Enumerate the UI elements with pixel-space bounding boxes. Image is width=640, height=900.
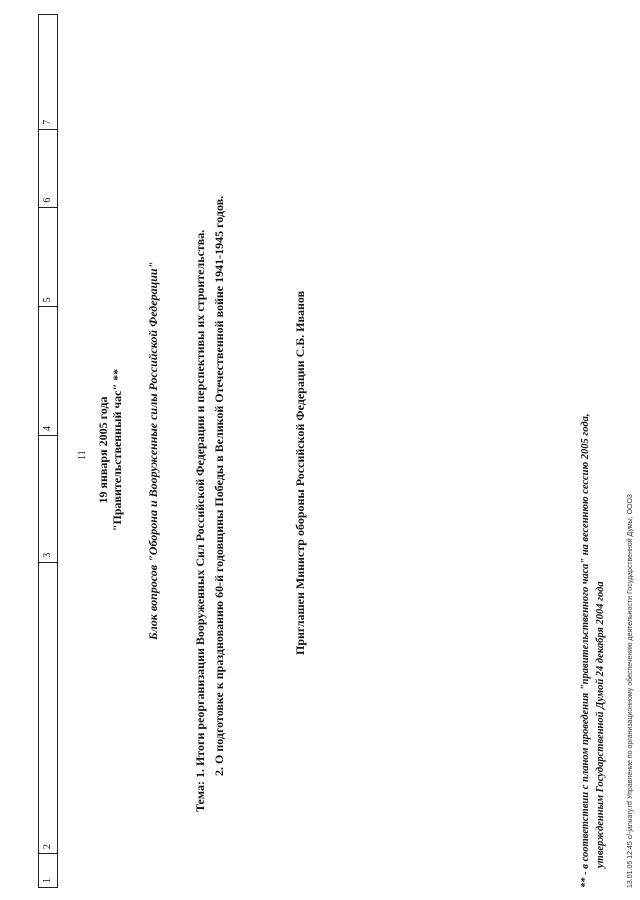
session-date: 19 января 2005 года: [96, 396, 110, 504]
page-number: 11: [77, 450, 88, 460]
column-number: 2: [42, 844, 53, 850]
print-footer: 13.01.05 12:45 c/-january.rtf Управление по организационному обеспечению деятельности Государственной Думы, ООО3: [627, 494, 634, 888]
column-number: 1: [42, 878, 53, 883]
session-title: "Правительственный час" **: [110, 368, 124, 532]
footnote-line-1: ** - в соответствии с планом проведения "правительственного часа" на весеннюю сессию 2005 года,: [580, 413, 591, 888]
question-block-title: Блок вопросов "Оборона и Вооруженные силы Российской Федерации": [146, 261, 160, 640]
column-cell-1: [39, 853, 57, 887]
column-number: 3: [42, 552, 53, 558]
column-number: 5: [42, 297, 53, 303]
column-cell-5: [39, 207, 57, 307]
column-cell-2: [39, 562, 57, 853]
column-header-table: [38, 14, 58, 888]
theme-line-2: 2. О подготовке к празднованию 60-й годовщины Победы в Великой Отечественной войне 1941-1945 годов.: [212, 195, 226, 776]
column-cell-6: [39, 129, 57, 207]
column-cell-3: [39, 435, 57, 562]
column-number: 6: [42, 197, 53, 203]
column-cell-4: [39, 306, 57, 435]
footnote-line-2: утвержденным Государственной Думой 24 декабря 2004 года: [595, 581, 606, 868]
column-number: 7: [42, 119, 53, 125]
column-cell-7: [39, 15, 57, 129]
theme-line-1: Тема: 1. Итоги реорганизации Вооруженных Сил Российской Федерации и перспективы их строительства.: [193, 229, 207, 812]
column-number: 4: [42, 426, 53, 432]
invited-guest: Приглашен Министр обороны Российской Федерации С.Б. Иванов: [293, 290, 307, 655]
